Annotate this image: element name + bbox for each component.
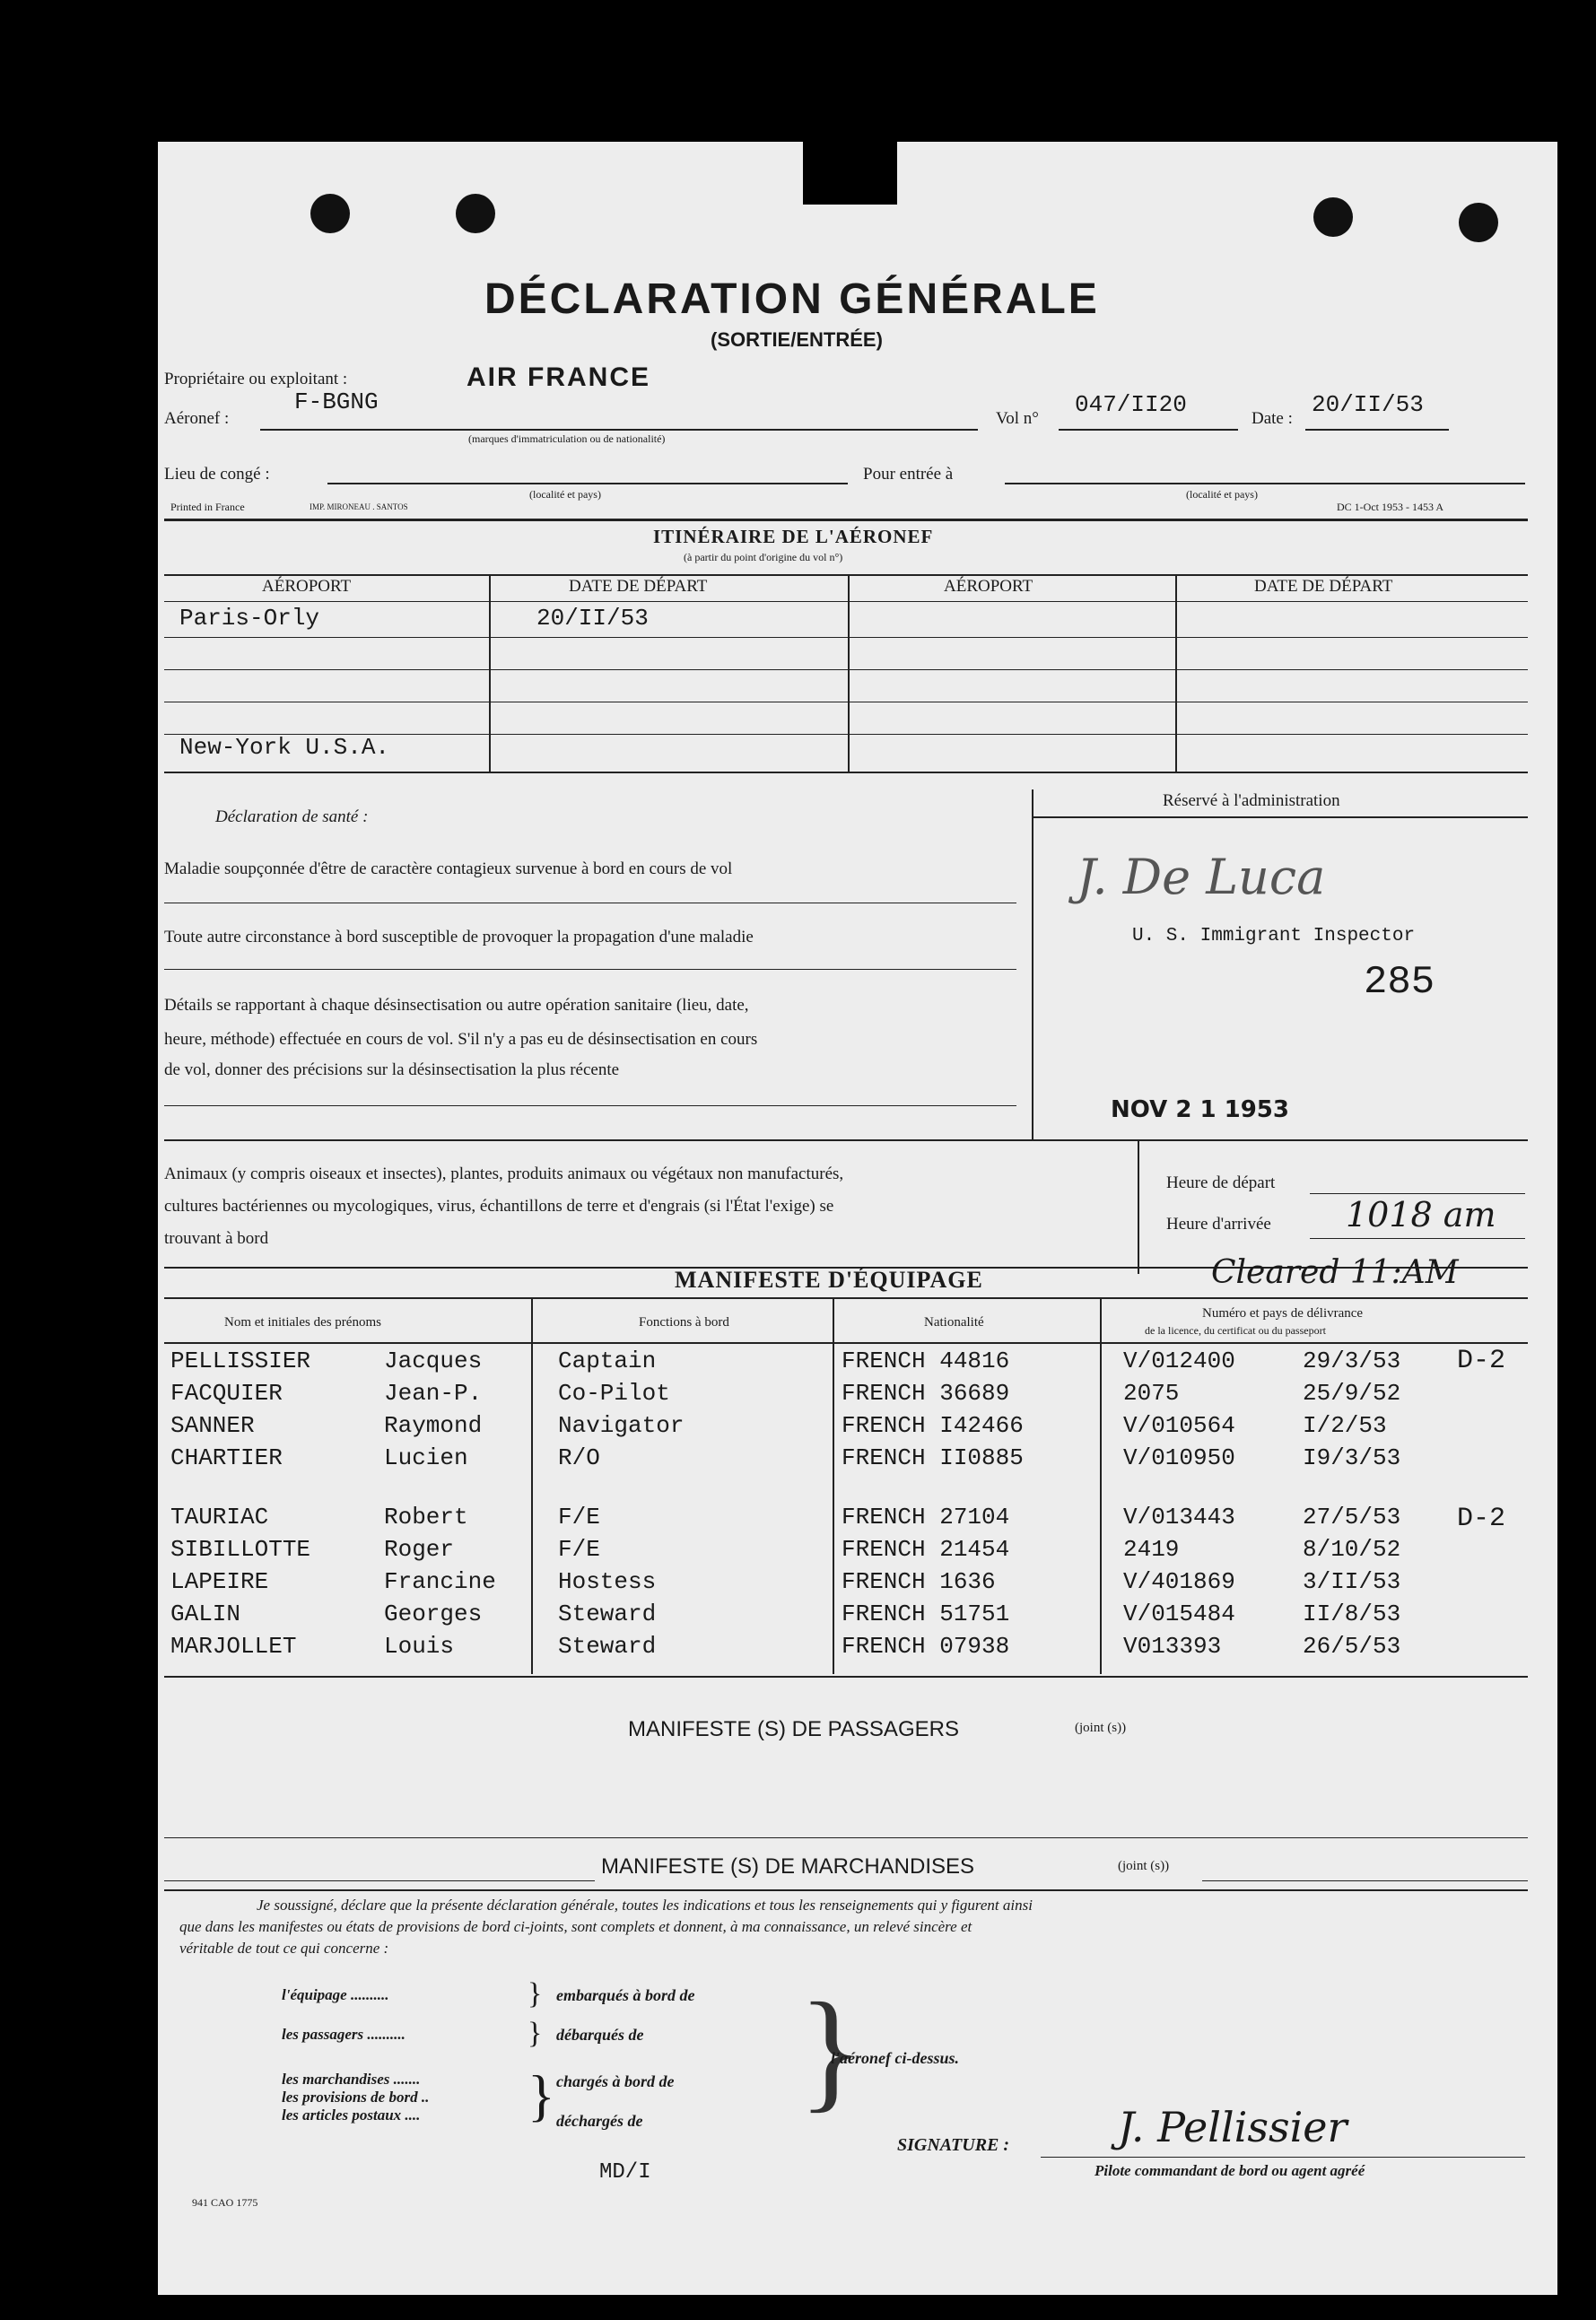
crew-surname: MARJOLLET xyxy=(170,1633,297,1660)
crew-license: V/015484 xyxy=(1123,1600,1235,1627)
itinerary-row-line xyxy=(164,669,1528,670)
health-q2: Toute autre circonstance à bord susceptible de provoquer la propagation d'une maladie xyxy=(164,928,754,946)
health-line xyxy=(164,1105,1016,1106)
crew-given-name: Jacques xyxy=(384,1348,483,1374)
crew-license-date: 25/9/52 xyxy=(1303,1380,1401,1407)
brace-icon: } xyxy=(528,2063,555,2127)
arrival-time-value: 1018 am xyxy=(1346,1195,1496,1234)
departure-time-line xyxy=(1310,1193,1525,1194)
col-date-2: DATE DE DÉPART xyxy=(1254,577,1393,596)
crew-nationality: FRENCH I42466 xyxy=(842,1412,1024,1439)
passengers-joint: (joint (s)) xyxy=(1075,1721,1127,1735)
punch-hole xyxy=(456,194,495,233)
crew-header-line xyxy=(164,1342,1528,1344)
health-q3-l3: de vol, donner des précisions sur la désinsectisation la plus récente xyxy=(164,1060,620,1079)
flight-line xyxy=(1059,429,1238,431)
crew-annotation: D-2 xyxy=(1457,1346,1506,1376)
decl-provisions: les provisions de bord .. xyxy=(282,2089,430,2106)
brace-icon: } xyxy=(798,1975,863,2124)
crew-license-date: 27/5/53 xyxy=(1303,1504,1401,1531)
aircraft-label: Aéronef : xyxy=(164,409,230,428)
signature-label: SIGNATURE : xyxy=(897,2135,1010,2155)
crew-annotation: D-2 xyxy=(1457,1504,1506,1534)
animals-l1: Animaux (y compris oiseaux et insectes), plantes, produits animaux ou végétaux non manufacturés, xyxy=(164,1164,844,1183)
crew-surname: TAURIAC xyxy=(170,1504,269,1531)
form-number: 941 CAO 1775 xyxy=(192,2196,258,2209)
admission-stamp-date: NOV 2 1 1953 xyxy=(1111,1096,1289,1123)
aircraft-value: F-BGNG xyxy=(294,388,379,415)
cargo-line-right xyxy=(1202,1880,1528,1881)
crew-col-function: Fonctions à bord xyxy=(639,1315,729,1330)
crew-nationality: FRENCH 27104 xyxy=(842,1504,1010,1531)
col-airport-1: AÉROPORT xyxy=(262,577,352,596)
crew-given-name: Louis xyxy=(384,1633,455,1660)
form-code-md: MD/I xyxy=(599,2160,651,2185)
destination-airport: New-York U.S.A. xyxy=(179,734,390,761)
crew-given-name: Robert xyxy=(384,1504,468,1531)
passengers-line xyxy=(164,1837,1528,1838)
crew-function: Hostess xyxy=(558,1568,657,1595)
aircraft-line xyxy=(260,429,978,431)
departure-place-line xyxy=(327,483,848,484)
itinerary-divider xyxy=(1175,574,1177,772)
health-q1: Maladie soupçonnée d'être de caractère contagieux survenue à bord en cours de vol xyxy=(164,859,733,878)
crew-title-line xyxy=(164,1297,1528,1299)
admin-heading: Réservé à l'administration xyxy=(1163,791,1340,810)
health-heading: Déclaration de santé : xyxy=(215,807,369,826)
signature-line xyxy=(1041,2157,1525,2158)
decl-passengers: les passagers .......... xyxy=(282,2026,406,2043)
crew-nationality: FRENCH 21454 xyxy=(842,1536,1010,1563)
crew-divider xyxy=(833,1297,834,1674)
origin-date: 20/II/53 xyxy=(536,605,649,632)
crew-function: Captain xyxy=(558,1348,657,1374)
crew-function: Steward xyxy=(558,1633,657,1660)
decl-unloaded: déchargés de xyxy=(556,2112,643,2130)
crew-surname: PELLISSIER xyxy=(170,1348,311,1374)
inspector-title: U. S. Immigrant Inspector xyxy=(1132,926,1416,946)
date-value: 20/II/53 xyxy=(1312,391,1424,418)
decl-postal: les articles postaux .... xyxy=(282,2106,421,2124)
origin-airport: Paris-Orly xyxy=(179,605,320,632)
form-code: DC 1-Oct 1953 - 1453 A xyxy=(1337,501,1443,513)
crew-license: 2075 xyxy=(1123,1380,1180,1407)
decl-crew: l'équipage .......... xyxy=(282,1986,389,2003)
crew-divider xyxy=(531,1297,533,1674)
animals-l2: cultures bactériennes ou mycologiques, virus, échantillons de terre et d'engrais (si l'État l'exige) se xyxy=(164,1197,834,1216)
decl-aircraft: l'aéronef ci-dessus. xyxy=(831,2049,959,2067)
itinerary-header-line xyxy=(164,574,1528,576)
crew-col-name: Nom et initiales des prénoms xyxy=(224,1315,381,1330)
captain-signature: J. Pellissier xyxy=(1118,2103,1347,2151)
crew-license: V/010950 xyxy=(1123,1444,1235,1471)
crew-given-name: Roger xyxy=(384,1536,455,1563)
punch-hole xyxy=(310,194,350,233)
crew-surname: LAPEIRE xyxy=(170,1568,269,1595)
animals-divider xyxy=(1138,1139,1139,1274)
crew-license: V013393 xyxy=(1123,1633,1222,1660)
departure-place-label: Lieu de congé : xyxy=(164,465,270,484)
signer-role: Pilote commandant de bord ou agent agréé xyxy=(1095,2162,1365,2179)
header-divider xyxy=(164,519,1528,521)
col-airport-2: AÉROPORT xyxy=(944,577,1033,596)
arrival-time-label: Heure d'arrivée xyxy=(1166,1215,1271,1234)
admin-box-top xyxy=(1032,816,1528,818)
crew-nationality: FRENCH II0885 xyxy=(842,1444,1024,1471)
cargo-joint: (joint (s)) xyxy=(1118,1859,1170,1873)
cargo-bottom xyxy=(164,1889,1528,1891)
crew-col-license-l2: de la licence, du certificat ou du passeport xyxy=(1145,1324,1326,1337)
decl-goods: les marchandises ....... xyxy=(282,2071,421,2088)
crew-given-name: Jean-P. xyxy=(384,1380,483,1407)
arrival-time-line xyxy=(1310,1238,1525,1239)
cargo-line-left xyxy=(164,1880,595,1881)
declaration-l3: véritable de tout ce qui concerne : xyxy=(179,1940,389,1957)
departure-time-label: Heure de départ xyxy=(1166,1173,1276,1192)
crew-license-date: I/2/53 xyxy=(1303,1412,1387,1439)
owner-value: AIR FRANCE xyxy=(467,362,650,392)
date-line xyxy=(1305,429,1449,431)
crew-given-name: Raymond xyxy=(384,1412,483,1439)
brace-icon: } xyxy=(528,1977,543,2010)
binder-tab xyxy=(803,142,897,205)
crew-license-date: 26/5/53 xyxy=(1303,1633,1401,1660)
brace-icon: } xyxy=(528,2017,543,2050)
crew-function: F/E xyxy=(558,1536,600,1563)
itinerary-subtitle: (à partir du point d'origine du vol n°) xyxy=(684,551,843,563)
health-q3-l2: heure, méthode) effectuée en cours de vol. S'il n'y a pas eu de désinsectisation en cours xyxy=(164,1030,758,1049)
crew-divider xyxy=(1100,1297,1102,1674)
crew-nationality: FRENCH 07938 xyxy=(842,1633,1010,1660)
crew-given-name: Georges xyxy=(384,1600,483,1627)
locality-note-1: (localité et pays) xyxy=(529,488,601,501)
crew-license: V/013443 xyxy=(1123,1504,1235,1531)
crew-given-name: Francine xyxy=(384,1568,496,1595)
crew-license: V/010564 xyxy=(1123,1412,1235,1439)
itinerary-divider xyxy=(489,574,491,772)
itinerary-divider xyxy=(848,574,850,772)
health-line xyxy=(164,969,1016,970)
passengers-title: MANIFESTE (S) DE PASSAGERS xyxy=(628,1717,959,1741)
inspector-signature: J. De Luca xyxy=(1077,849,1326,905)
cleared-note: Cleared 11:AM xyxy=(1211,1254,1459,1291)
itinerary-row-line xyxy=(164,637,1528,638)
crew-nationality: FRENCH 36689 xyxy=(842,1380,1010,1407)
crew-license-date: II/8/53 xyxy=(1303,1600,1401,1627)
punch-hole xyxy=(1459,203,1498,242)
crew-col-nationality: Nationalité xyxy=(924,1315,984,1330)
crew-surname: FACQUIER xyxy=(170,1380,283,1407)
owner-label: Propriétaire ou exploitant : xyxy=(164,370,348,388)
crew-license: V/401869 xyxy=(1123,1568,1235,1595)
entry-label: Pour entrée à xyxy=(863,465,954,484)
crew-nationality: FRENCH 44816 xyxy=(842,1348,1010,1374)
crew-nationality: FRENCH 51751 xyxy=(842,1600,1010,1627)
crew-col-license-l1: Numéro et pays de délivrance xyxy=(1202,1306,1364,1321)
crew-function: Navigator xyxy=(558,1412,685,1439)
crew-license-date: 8/10/52 xyxy=(1303,1536,1401,1563)
crew-title: MANIFESTE D'ÉQUIPAGE xyxy=(675,1267,983,1293)
crew-function: R/O xyxy=(558,1444,600,1471)
page-title: DÉCLARATION GÉNÉRALE xyxy=(484,275,1100,323)
crew-license-date: 29/3/53 xyxy=(1303,1348,1401,1374)
health-q3-l1: Détails se rapportant à chaque désinsectisation ou autre opération sanitaire (lieu, date, xyxy=(164,996,749,1015)
itinerary-bottom-line xyxy=(164,772,1528,773)
crew-surname: SIBILLOTTE xyxy=(170,1536,311,1563)
cargo-title: MANIFESTE (S) DE MARCHANDISES xyxy=(601,1854,975,1879)
entry-line xyxy=(1005,483,1525,484)
crew-function: Steward xyxy=(558,1600,657,1627)
flight-label: Vol n° xyxy=(996,409,1039,428)
crew-function: Co-Pilot xyxy=(558,1380,670,1407)
animals-l3: trouvant à bord xyxy=(164,1229,269,1248)
printed-note: Printed in France xyxy=(170,501,245,513)
crew-surname: GALIN xyxy=(170,1600,241,1627)
crew-bottom xyxy=(164,1676,1528,1678)
declaration-l2: que dans les manifestes ou états de provisions de bord ci-joints, sont complets et donnent, à ma connaissance, un relevé sincère et xyxy=(179,1918,972,1935)
col-date-1: DATE DE DÉPART xyxy=(569,577,708,596)
locality-note-2: (localité et pays) xyxy=(1186,488,1258,501)
crew-surname: CHARTIER xyxy=(170,1444,283,1471)
crew-license: 2419 xyxy=(1123,1536,1180,1563)
page-subtitle: (SORTIE/ENTRÉE) xyxy=(711,328,883,351)
admin-box-left xyxy=(1032,789,1033,1139)
crew-given-name: Lucien xyxy=(384,1444,468,1471)
decl-embarked: embarqués à bord de xyxy=(556,1986,695,2004)
crew-function: F/E xyxy=(558,1504,600,1531)
itinerary-col-line xyxy=(164,601,1528,602)
decl-loaded: chargés à bord de xyxy=(556,2072,675,2090)
itinerary-title: ITINÉRAIRE DE L'AÉRONEF xyxy=(653,526,934,547)
crew-license: V/012400 xyxy=(1123,1348,1235,1374)
crew-license-date: 3/II/53 xyxy=(1303,1568,1401,1595)
printer-note: IMP. MIRONEAU . SANTOS xyxy=(310,502,408,511)
registration-note: (marques d'immatriculation ou de nationalité) xyxy=(468,432,666,445)
declaration-l1: Je soussigné, déclare que la présente déclaration générale, toutes les indications et tous les renseignements qui y figurent ainsi xyxy=(257,1897,1033,1914)
date-label: Date : xyxy=(1252,409,1293,428)
punch-hole xyxy=(1313,197,1353,237)
inspector-number: 285 xyxy=(1364,960,1435,1005)
decl-disembarked: débarqués de xyxy=(556,2026,644,2044)
crew-nationality: FRENCH 1636 xyxy=(842,1568,996,1595)
health-section-bottom xyxy=(164,1139,1528,1141)
flight-value: 047/II20 xyxy=(1075,391,1187,418)
crew-license-date: I9/3/53 xyxy=(1303,1444,1401,1471)
crew-surname: SANNER xyxy=(170,1412,255,1439)
